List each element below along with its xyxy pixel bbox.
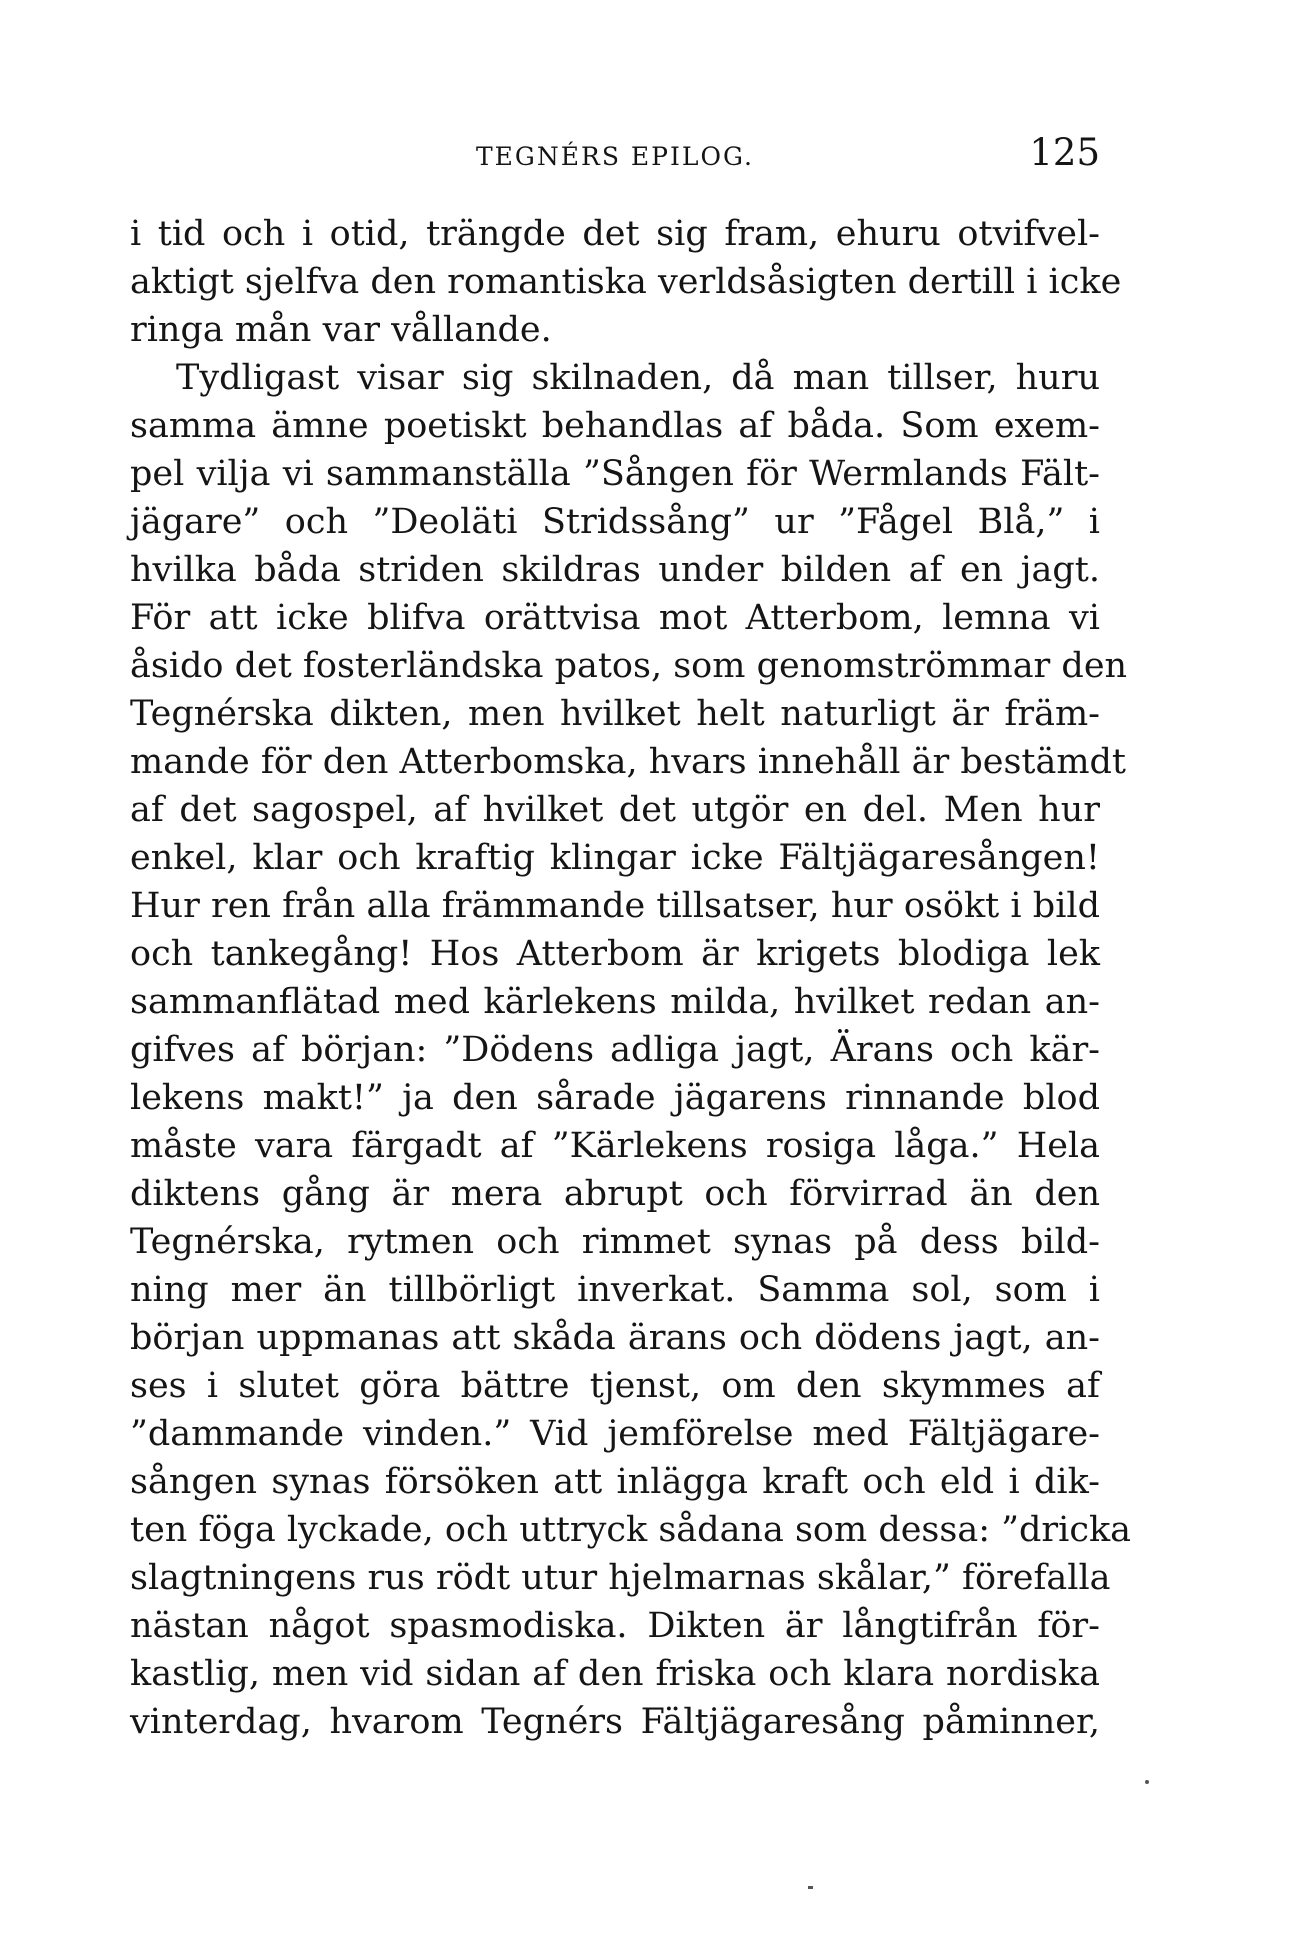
- text-line-23: ning mer än tillbörligt inverkat. Samma sol, som i: [130, 1270, 1100, 1310]
- text-line-32: vinterdag, hvarom Tegnérs Fältjägaresång påminner,: [130, 1702, 1100, 1742]
- text-line-2: aktigt sjelfva den romantiska verldsåsigten dertill i icke: [130, 262, 1122, 302]
- ink-speck: [808, 1886, 813, 1889]
- text-line-10: åsido det fosterländska patos, som genomströmmar den: [130, 646, 1128, 686]
- text-line-31: kastlig, men vid sidan af den friska och klara nordiska: [130, 1654, 1100, 1694]
- text-line-7: jägare” och ”Deoläti Stridssång” ur ”Fågel Blå,” i: [130, 502, 1100, 542]
- text-line-5: samma ämne poetiskt behandlas af båda. Som exem-: [130, 406, 1100, 446]
- text-line-18: gifves af början: ”Dödens adliga jagt, Ärans och kär-: [130, 1030, 1100, 1070]
- text-line-16: och tankegång! Hos Atterbom är krigets blodiga lek: [130, 934, 1100, 974]
- text-line-30: nästan något spasmodiska. Dikten är långtifrån för-: [130, 1606, 1100, 1646]
- text-line-24: början uppmanas att skåda ärans och dödens jagt, an-: [130, 1318, 1100, 1358]
- text-line-3: ringa mån var vållande.: [130, 310, 552, 350]
- text-line-13: af det sagospel, af hvilket det utgör en del. Men hur: [130, 790, 1100, 830]
- text-line-17: sammanflätad med kärlekens milda, hvilket redan an-: [130, 982, 1100, 1022]
- text-line-26: ”dammande vinden.” Vid jemförelse med Fältjägare-: [130, 1414, 1100, 1454]
- text-line-6: pel vilja vi sammanställa ”Sången för Wermlands Fält-: [130, 454, 1100, 494]
- text-line-29: slagtningens rus rödt utur hjelmarnas skålar,” förefalla: [130, 1558, 1111, 1598]
- text-line-15: Hur ren från alla främmande tillsatser, hur osökt i bild: [130, 886, 1100, 926]
- text-line-4: Tydligast visar sig skilnaden, då man tillser, huru: [176, 358, 1100, 398]
- text-line-14: enkel, klar och kraftig klingar icke Fältjägaresången!: [130, 838, 1100, 878]
- text-line-27: sången synas försöken att inlägga kraft och eld i dik-: [130, 1462, 1100, 1502]
- text-line-12: mande för den Atterbomska, hvars innehåll är bestämdt: [130, 742, 1126, 782]
- running-title: TEGNÉRS EPILOG.: [476, 142, 754, 171]
- text-line-1: i tid och i otid, trängde det sig fram, ehuru otvifvel-: [130, 214, 1100, 254]
- text-line-28: ten föga lyckade, och uttryck sådana som dessa: ”dricka: [130, 1510, 1132, 1550]
- text-line-9: För att icke blifva orättvisa mot Atterbom, lemna vi: [130, 598, 1100, 638]
- text-line-20: måste vara färgadt af ”Kärlekens rosiga låga.” Hela: [130, 1126, 1100, 1166]
- running-head: [130, 131, 1100, 184]
- text-line-19: lekens makt!” ja den sårade jägarens rinnande blod: [130, 1078, 1100, 1118]
- page-number: 125: [1029, 131, 1100, 174]
- ink-speck: [1145, 1780, 1149, 1784]
- text-line-21: diktens gång är mera abrupt och förvirrad än den: [130, 1174, 1100, 1214]
- text-line-11: Tegnérska dikten, men hvilket helt naturligt är främ-: [130, 694, 1100, 734]
- text-line-25: ses i slutet göra bättre tjenst, om den skymmes af: [130, 1366, 1100, 1406]
- text-line-8: hvilka båda striden skildras under bilden af en jagt.: [130, 550, 1100, 590]
- text-line-22: Tegnérska, rytmen och rimmet synas på dess bild-: [130, 1222, 1100, 1262]
- body-text: [130, 210, 1132, 1746]
